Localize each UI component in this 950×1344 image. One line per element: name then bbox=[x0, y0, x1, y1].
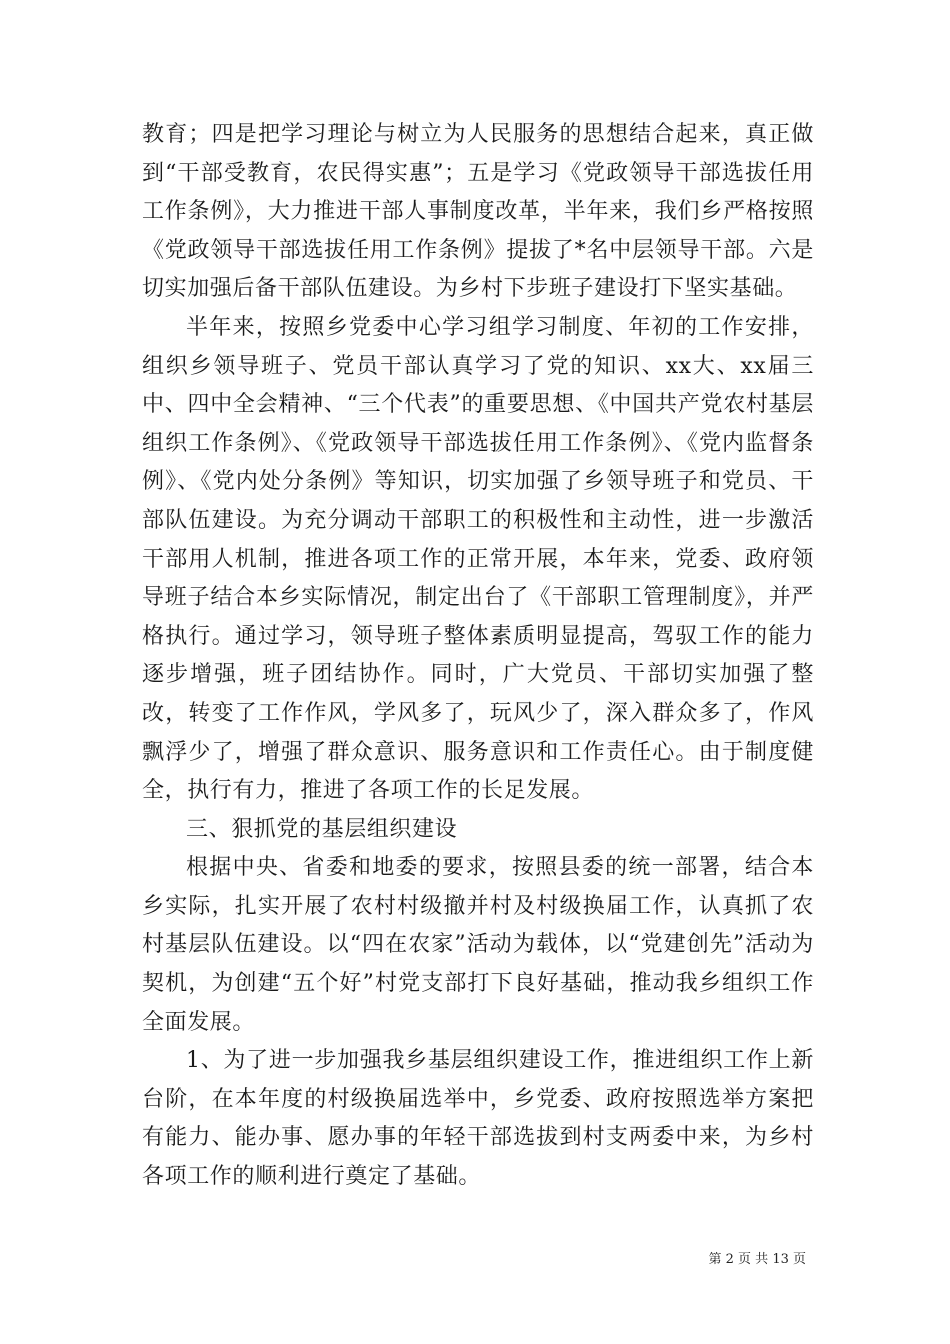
section-heading: 三、狠抓党的基层组织建设 bbox=[186, 816, 458, 842]
paragraph-study: 半年来，按照乡党委中心学习组学习制度、年初的工作安排，组织乡领导班子、党员干部认真学习了党的知识、xx大、xx届三中、四中全会精神、“三个代表”的重要思想、《中国共产党农村基层组织工作条例》、《党政领导干部选拔任用工作条例》、《党内监督条例》、《党内处分条例》等知识，切实加强了乡领导班子和党员、干部队伍建设。为充分调动干部职工的积极性和主动性，进一步激活干部用人机制，推进各项工作的正常开展，本年来，党委、政府领导班子结合本乡实际情况，制定出台了《干部职工管理制度》，并严格执行。通过学习，领导班子整体素质明显提高，驾驭工作的能力逐步增强，班子团结协作。同时，广大党员、干部切实加强了整改，转变了工作作风，学风多了，玩风少了，深入群众多了，作风飘浮少了，增强了群众意识、服务意识和工作责任心。由于制度健全，执行有力，推进了各项工作的长足发展。 bbox=[142, 314, 814, 804]
document-body bbox=[142, 116, 814, 1197]
paragraph-organization: 根据中央、省委和地委的要求，按照县委的统一部署，结合本乡实际，扎实开展了农村村级撤并村及村级换届工作，认真抓了农村基层队伍建设。以“四在农家”活动为载体，以“党建创先”活动为契机，为创建“五个好”村党支部打下良好基础，推动我乡组织工作全面发展。 bbox=[142, 855, 814, 1035]
paragraph-continued: 教育；四是把学习理论与树立为人民服务的思想结合起来，真正做到“干部受教育，农民得实惠”；五是学习《党政领导干部选拔任用工作条例》，大力推进干部人事制度改革，半年来，我们乡严格按照《党政领导干部选拔任用工作条例》提拔了*名中层领导干部。六是切实加强后备干部队伍建设。为乡村下步班子建设打下坚实基础。 bbox=[142, 122, 814, 302]
paragraph-item-1: 1、为了进一步加强我乡基层组织建设工作，推进组织工作上新台阶，在本年度的村级换届选举中，乡党委、政府按照选举方案把有能力、能办事、愿办事的年轻干部选拔到村支两委中来，为乡村各项工作的顺利进行奠定了基础。 bbox=[142, 1048, 814, 1190]
page-number: 第 2 页 共 13 页 bbox=[708, 1252, 806, 1267]
